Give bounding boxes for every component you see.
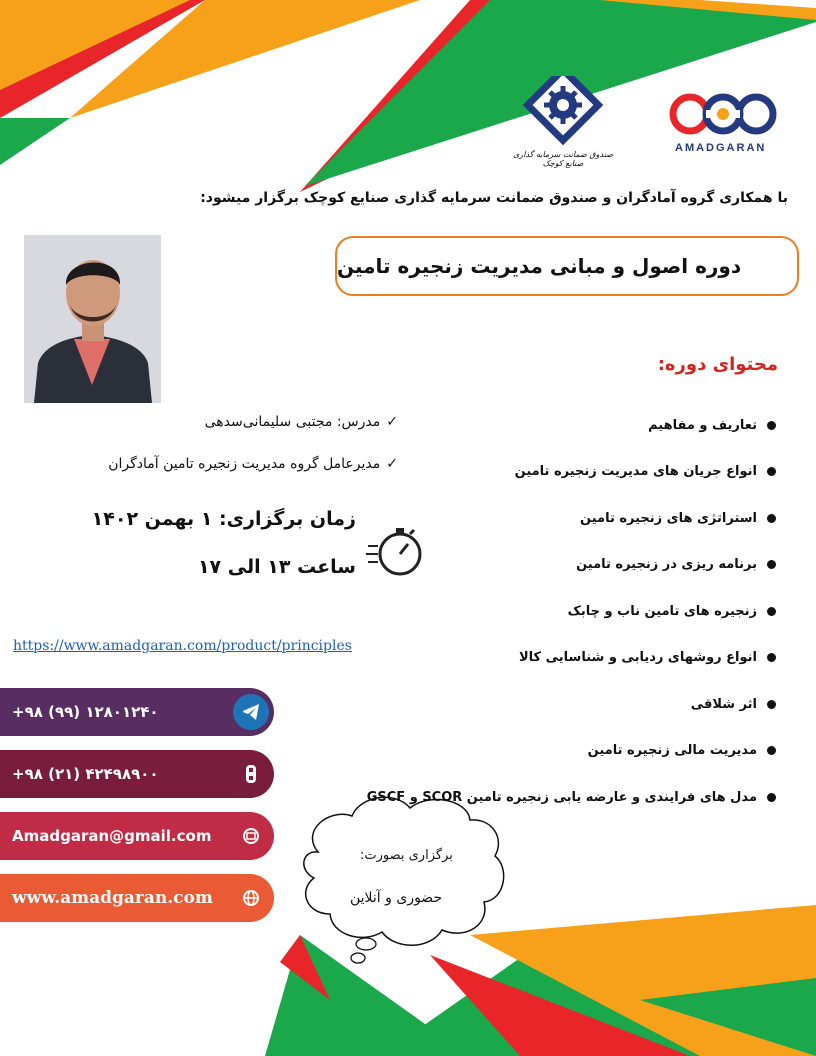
topics-list (296, 402, 776, 821)
schedule-time: ساعت ۱۳ الی ۱۷ (197, 556, 356, 578)
phone-number: +۹۸ (۲۱) ۴۲۴۹۸۹۰۰ (12, 765, 159, 783)
email-address: Amadgaran@gmail.com (12, 827, 212, 845)
telegram-icon (233, 694, 269, 730)
website-address: www.amadgaran.com (12, 888, 213, 908)
topic-item (296, 588, 776, 635)
instructor-photo (24, 235, 161, 403)
globe-icon (233, 880, 269, 916)
bullet-icon (767, 421, 776, 430)
amadgaran-logo-text: AMADGARAN (675, 142, 767, 154)
topic-label: اثر شلاقی (690, 696, 757, 712)
instructor-name-text: مدرس: مجتبی سلیمانی‌سدهی (204, 414, 381, 430)
course-title: دوره اصول و مبانی مدیریت زنجیره تامین (335, 236, 799, 296)
topic-label: برنامه ریزی در زنجیره تامین (576, 557, 757, 573)
format-value: حضوری و آنلاین (350, 890, 443, 906)
bullet-icon (767, 607, 776, 616)
topic-item (296, 681, 776, 728)
fund-logo-text: صندوق ضمانت سرمایه گذاری صنایع کوچک (513, 150, 613, 168)
topic-label: انواع جریان های مدیریت زنجیره تامین (514, 464, 757, 480)
topic-item (296, 542, 776, 589)
phone-icon (233, 756, 269, 792)
schedule-date: زمان برگزاری: ۱ بهمن ۱۴۰۲ (91, 508, 356, 530)
topic-label: مدیریت مالی زنجیره تامین (587, 743, 757, 759)
bullet-icon (767, 514, 776, 523)
bullet-icon (767, 746, 776, 755)
telegram-number: +۹۸ (۹۹) ۱۲۸۰۱۲۴۰ (12, 703, 159, 721)
partnership-text: با همکاری گروه آمادگران و صندوق ضمانت سرمایه گذاری صنایع کوچک برگزار میشود: (200, 190, 788, 206)
email-contact[interactable] (0, 812, 274, 860)
bullet-icon (767, 793, 776, 802)
bullet-icon (767, 700, 776, 709)
topic-label: انواع روشهای ردیابی و شناسایی کالا (518, 650, 757, 666)
phone-contact[interactable] (0, 750, 274, 798)
topic-item (296, 635, 776, 682)
instructor-role-text: مدیرعامل گروه مدیریت زنجیره تامین آمادگران (108, 456, 381, 472)
check-icon: ✓ (386, 414, 398, 430)
content-heading: محتوای دوره: (657, 354, 778, 375)
topic-item (296, 774, 776, 821)
topic-item (296, 449, 776, 496)
topic-label: تعاریف و مفاهیم (648, 417, 757, 433)
website-contact[interactable] (0, 874, 274, 922)
topic-label: استراتژی های زنجیره تامین (580, 510, 757, 526)
course-url-link[interactable]: https://www.amadgaran.com/product/principles (13, 638, 352, 654)
bullet-icon (767, 653, 776, 662)
format-label: برگزاری بصورت: (360, 848, 453, 863)
telegram-contact[interactable] (0, 688, 274, 736)
topic-label: مدل های فرایندی و عارضه یابی زنجیره تامین SCOR و GSCF (366, 789, 757, 805)
topic-item (296, 728, 776, 775)
email-icon (233, 818, 269, 854)
topic-item (296, 402, 776, 449)
bullet-icon (767, 467, 776, 476)
check-icon: ✓ (386, 456, 398, 472)
topic-label: زنجیره های تامین ناب و چابک (567, 603, 757, 619)
bullet-icon (767, 560, 776, 569)
topic-item (296, 495, 776, 542)
